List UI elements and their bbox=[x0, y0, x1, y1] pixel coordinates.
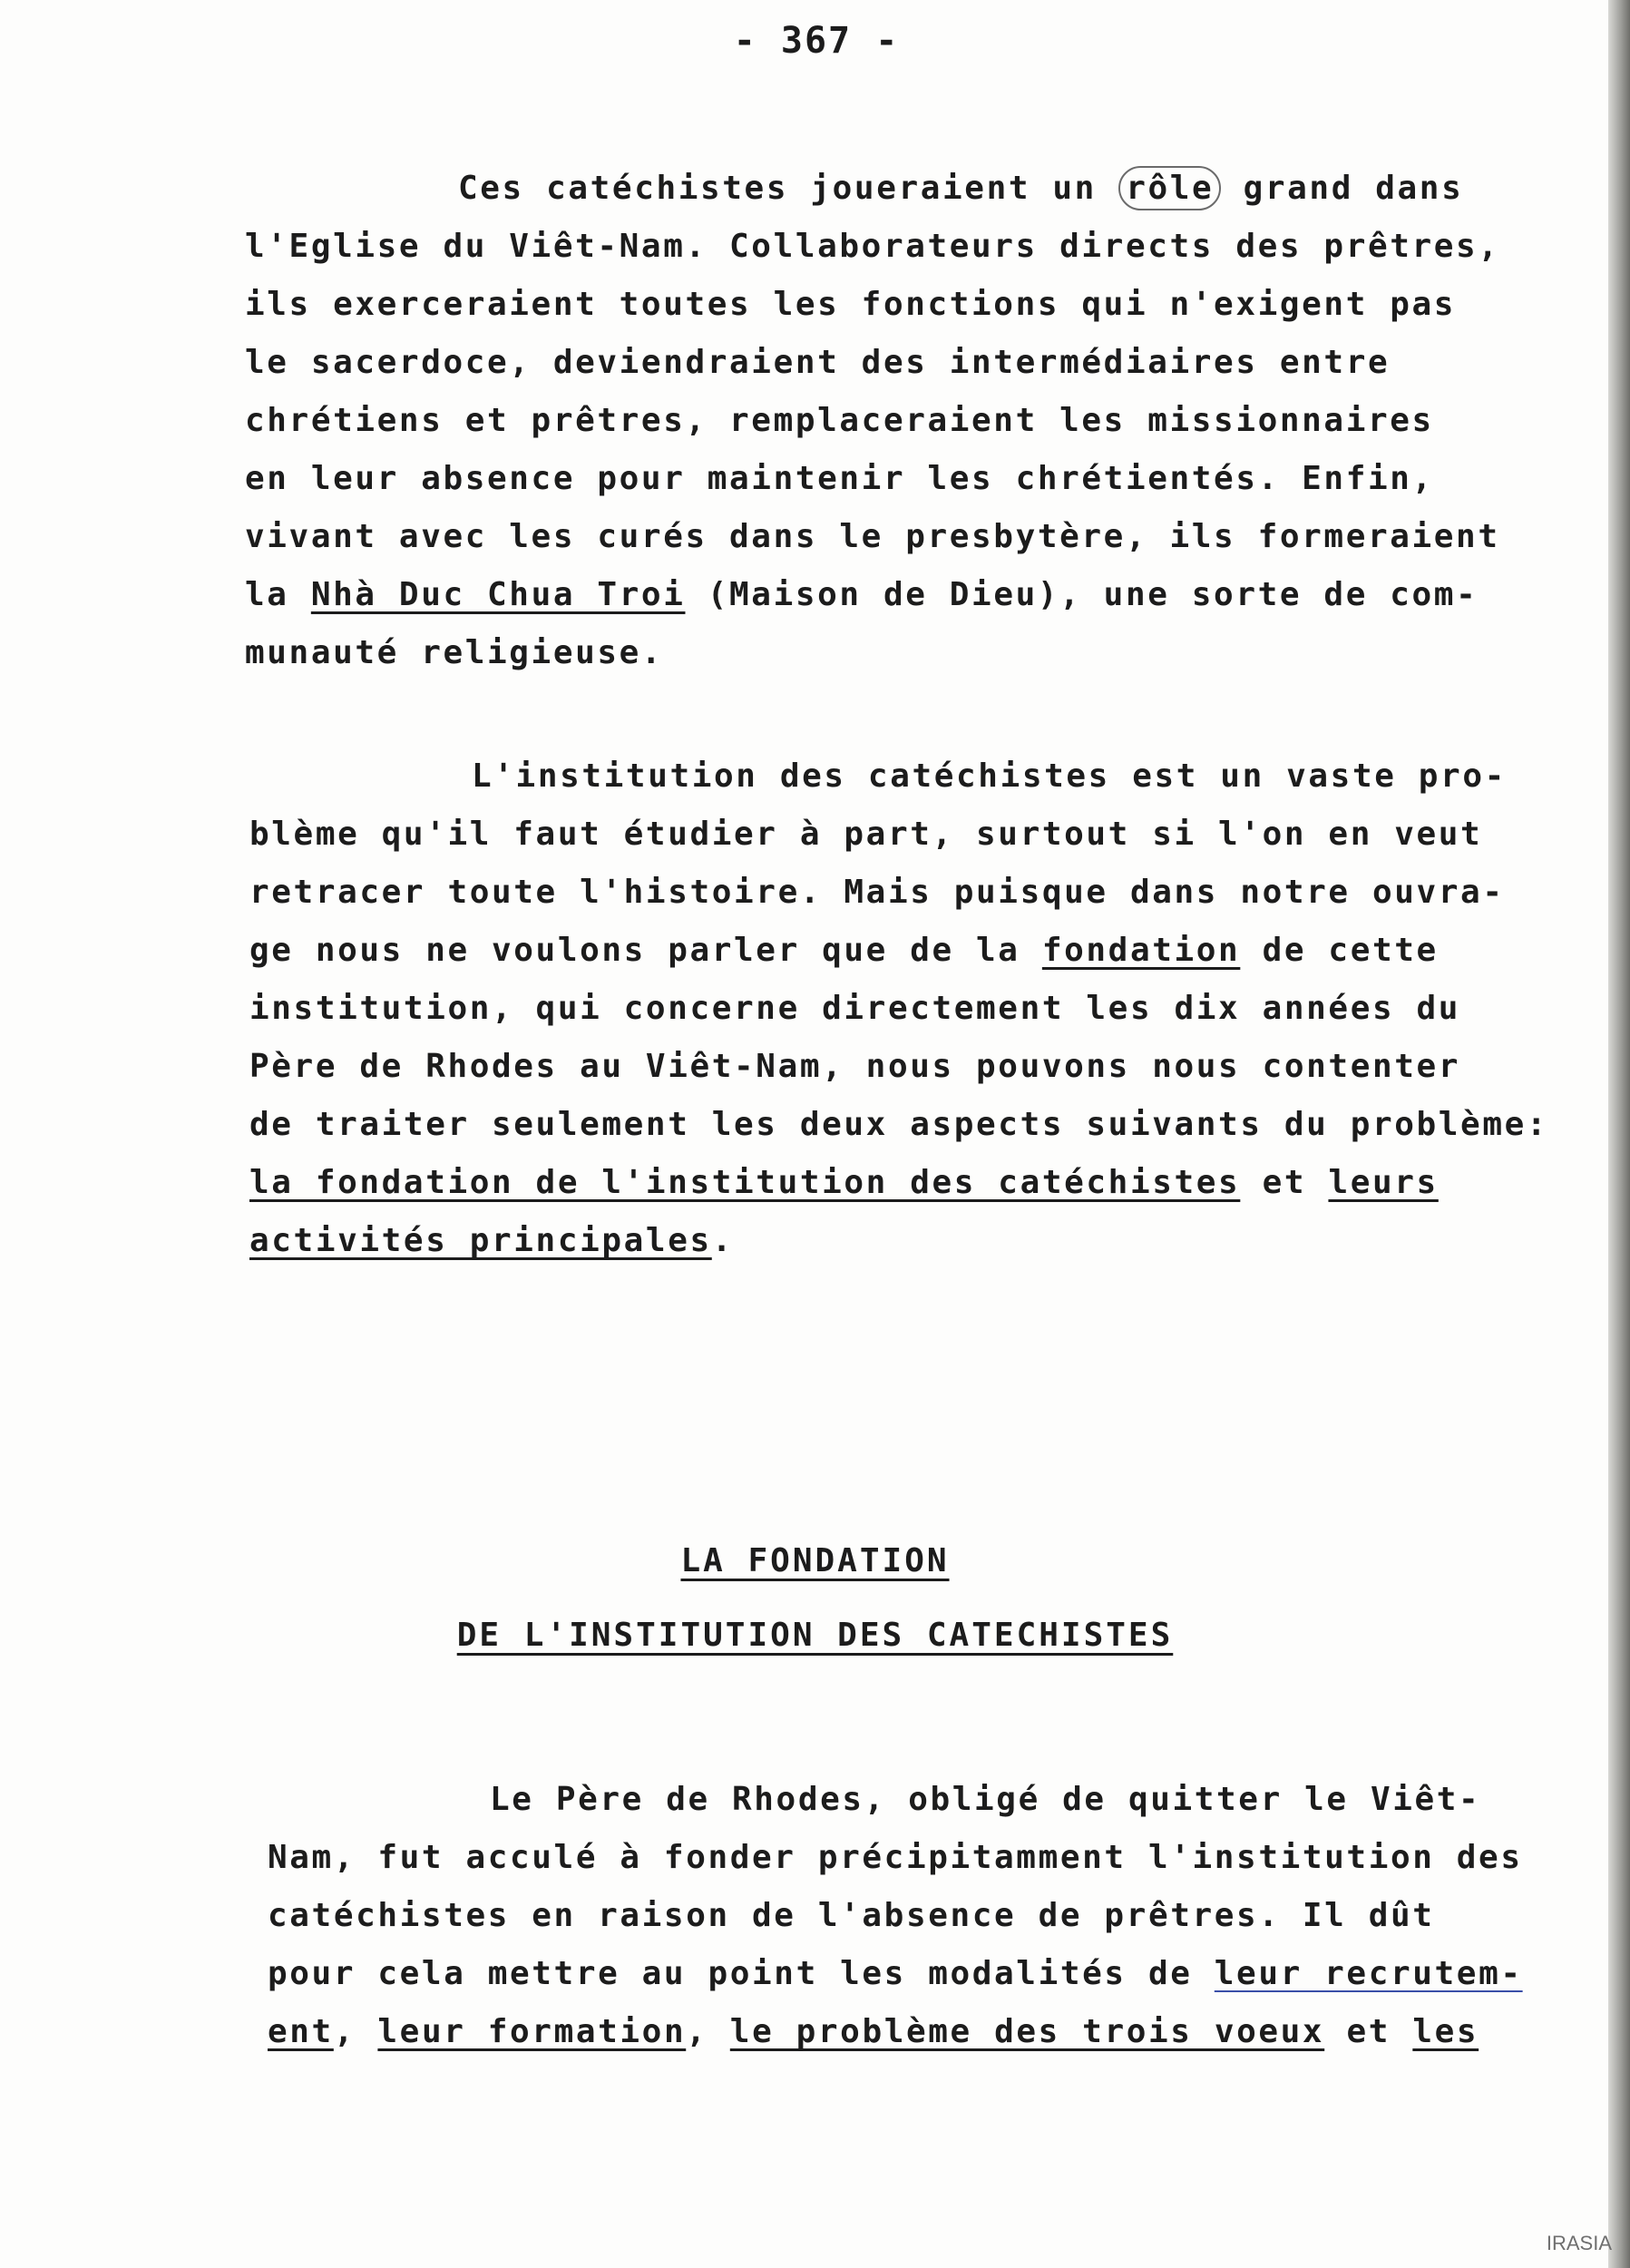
text-line: Ces catéchistes joueraient un rôle grand dans bbox=[458, 167, 1463, 210]
text-line: Père de Rhodes au Viêt-Nam, nous pouvons nous contenter bbox=[249, 1048, 1461, 1085]
underlined-phrase: le problème des trois voeux bbox=[729, 2013, 1325, 2050]
underlined-phrase: Nhà Duc Chua Troi bbox=[310, 576, 686, 613]
text-line: ge nous ne voulons parler que de la fondation de cette bbox=[249, 932, 1439, 969]
text-line: ils exerceraient toutes les fonctions qui n'exigent pas bbox=[245, 286, 1457, 323]
text-line: ent, leur formation, le problème des trois voeux et les bbox=[268, 2013, 1479, 2050]
underlined-phrase: leurs bbox=[1328, 1164, 1439, 1201]
text-line: retracer toute l'histoire. Mais puisque dans notre ouvra- bbox=[249, 874, 1505, 911]
text-line: catéchistes en raison de l'absence de prêtres. Il dût bbox=[268, 1897, 1435, 1934]
text-line: la fondation de l'institution des catéchistes et leurs bbox=[249, 1164, 1439, 1201]
text-line: de traiter seulement les deux aspects suivants du problème: bbox=[249, 1106, 1549, 1143]
underlined-phrase: fondation bbox=[1041, 932, 1241, 969]
section-heading-line-2: DE L'INSTITUTION DES CATECHISTES bbox=[456, 1617, 1174, 1654]
text-line: le sacerdoce, deviendraient des intermédiaires entre bbox=[245, 344, 1391, 381]
underlined-phrase: les bbox=[1412, 2013, 1479, 2050]
underlined-phrase: activités principales bbox=[249, 1222, 712, 1259]
text-line: activités principales. bbox=[249, 1222, 735, 1259]
text-line: institution, qui concerne directement les dix années du bbox=[249, 990, 1461, 1027]
page-number: - 367 - bbox=[733, 20, 900, 62]
underlined-phrase: leur formation bbox=[377, 2013, 687, 2050]
text-line: munauté religieuse. bbox=[245, 634, 664, 671]
text-line: pour cela mettre au point les modalités de leur recrutem- bbox=[268, 1955, 1523, 1992]
text-line: en leur absence pour maintenir les chrétientés. Enfin, bbox=[245, 460, 1434, 497]
underlined-phrase: la fondation de l'institution des catéchistes bbox=[249, 1164, 1241, 1201]
text-line: vivant avec les curés dans le presbytère, ils formeraient bbox=[245, 518, 1500, 555]
text-line: la Nhà Duc Chua Troi (Maison de Dieu), une sorte de com- bbox=[245, 576, 1479, 613]
text-line: Nam, fut acculé à fonder précipitamment l'institution des bbox=[268, 1839, 1523, 1876]
underlined-phrase: ent bbox=[268, 2013, 334, 2050]
text-line: chrétiens et prêtres, remplaceraient les missionnaires bbox=[245, 402, 1434, 439]
text-line: Le Père de Rhodes, obligé de quitter le Viêt- bbox=[490, 1781, 1481, 1818]
text-line: L'institution des catéchistes est un vaste pro- bbox=[472, 758, 1507, 795]
text-line: l'Eglise du Viêt-Nam. Collaborateurs directs des prêtres, bbox=[245, 228, 1500, 265]
section-heading-line-1: LA FONDATION bbox=[680, 1542, 950, 1579]
watermark-label: IRASIA bbox=[1546, 2232, 1612, 2254]
underlined-phrase: leur recrutem- bbox=[1214, 1955, 1523, 1992]
page-edge-shadow bbox=[1608, 0, 1630, 2268]
circled-word: rôle bbox=[1118, 166, 1221, 210]
text-line: blème qu'il faut étudier à part, surtout si l'on en veut bbox=[249, 816, 1483, 853]
